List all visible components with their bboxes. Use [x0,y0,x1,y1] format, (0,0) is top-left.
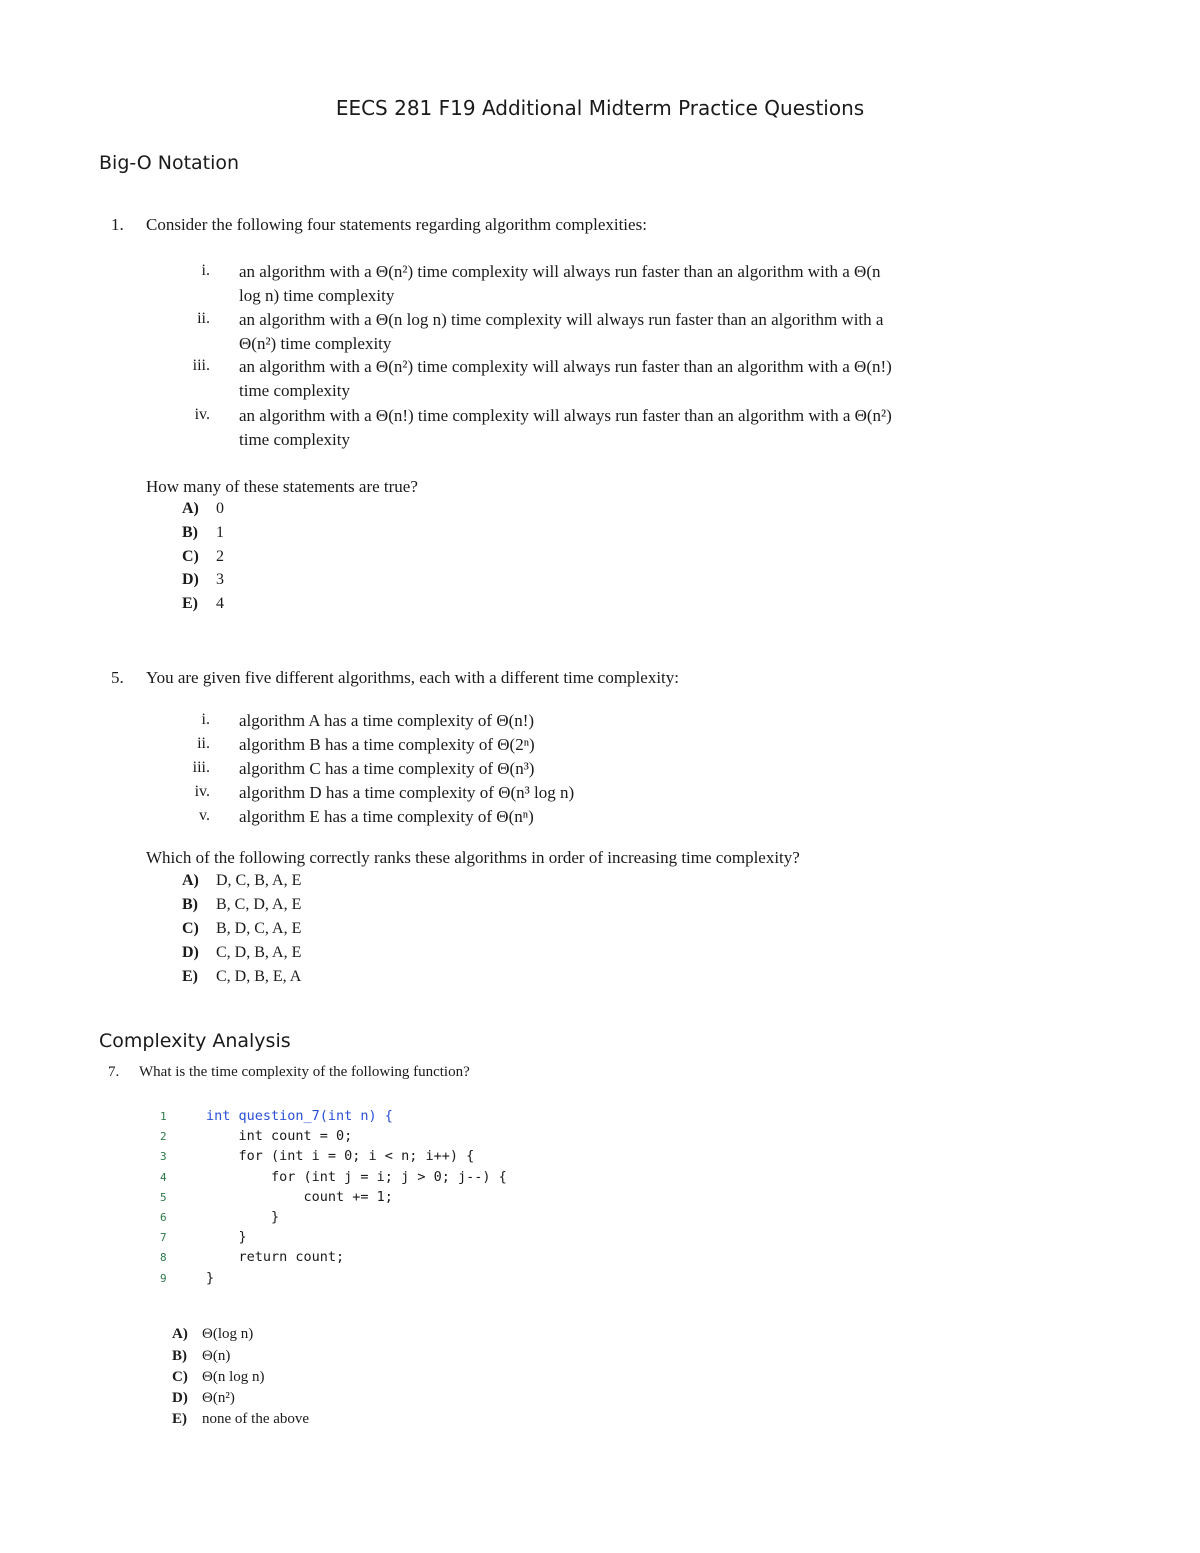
code-line: 5 count += 1; [160,1188,393,1205]
code-line: 8 return count; [160,1249,345,1266]
question-text: Which of the following correctly ranks these algorithms in order of increasing time complexity? [146,848,800,867]
statement-number: iii. [192,357,210,374]
question-prompt: What is the time complexity of the following function? [139,1064,470,1080]
statement-text: an algorithm with a Θ(n²) time complexity will always run faster than an algorithm with a Θ(n log n) time complexity [239,262,881,305]
statement-number: i. [201,262,210,279]
question-number: 1. [111,215,124,234]
answer-option: C) 2 [182,548,224,565]
answer-option: E) none of the above [172,1411,310,1427]
statement-number: iv. [194,406,210,423]
question-number: 5. [111,668,124,687]
statement-text: algorithm B has a time complexity of Θ(2ⁿ) [239,735,535,754]
section-heading-complexity: Complexity Analysis [99,1030,291,1052]
statement-number: ii. [197,310,210,327]
answer-option: B) B, C, D, A, E [182,896,302,913]
code-line: 1 int question_7(int n) { [160,1108,393,1124]
section-heading-big-o: Big-O Notation [99,152,240,174]
answer-option: B) Θ(n) [172,1348,231,1364]
statement-text: an algorithm with a Θ(n²) time complexity will always run faster than an algorithm with a Θ(n!) time complexity [239,357,892,400]
answer-option: A) Θ(log n) [172,1326,254,1342]
statement-text: algorithm C has a time complexity of Θ(n³) [239,759,535,778]
answer-option: E) 4 [182,595,224,612]
answer-option: D) 3 [182,571,224,588]
statement-number: i. [201,711,210,728]
question-prompt: You are given five different algorithms, each with a different time complexity: [146,668,679,687]
answer-option: E) C, D, B, E, A [182,968,302,985]
answer-option: C) B, D, C, A, E [182,920,302,937]
question-text: How many of these statements are true? [146,477,418,496]
code-block [160,1106,507,1288]
statement-number: v. [199,807,210,824]
question-number: 7. [108,1064,120,1080]
statement-number: iii. [192,759,210,776]
statement-text: an algorithm with a Θ(n!) time complexity will always run faster than an algorithm with a Θ(n²) time complexity [239,406,892,449]
statement-text: algorithm A has a time complexity of Θ(n!) [239,711,535,730]
code-line: 2 int count = 0; [160,1128,353,1145]
statement-text: an algorithm with a Θ(n log n) time complexity will always run faster than an algorithm with a Θ(n²) time complexity [239,310,884,353]
code-line: 6 } [160,1208,280,1225]
code-line: 7 } [160,1229,247,1246]
answer-option: A) D, C, B, A, E [182,872,302,889]
code-line: 9 } [160,1269,215,1286]
code-line: 3 for (int i = 0; i < n; i++) { [160,1148,475,1165]
statement-text: algorithm D has a time complexity of Θ(n³ log n) [239,783,575,802]
statement-number: ii. [197,735,210,752]
answer-option: D) Θ(n²) [172,1390,235,1406]
page-title: EECS 281 F19 Additional Midterm Practice Questions [335,96,865,120]
statement-number: iv. [194,783,210,800]
answer-option: C) Θ(n log n) [172,1369,265,1385]
answer-option: A) 0 [182,500,224,517]
question-prompt: Consider the following four statements regarding algorithm complexities: [146,215,647,234]
answer-option: D) C, D, B, A, E [182,944,302,961]
statement-text: algorithm E has a time complexity of Θ(nⁿ) [239,807,534,826]
answer-option: B) 1 [182,524,224,541]
code-line: 4 for (int j = i; j > 0; j--) { [160,1168,507,1185]
